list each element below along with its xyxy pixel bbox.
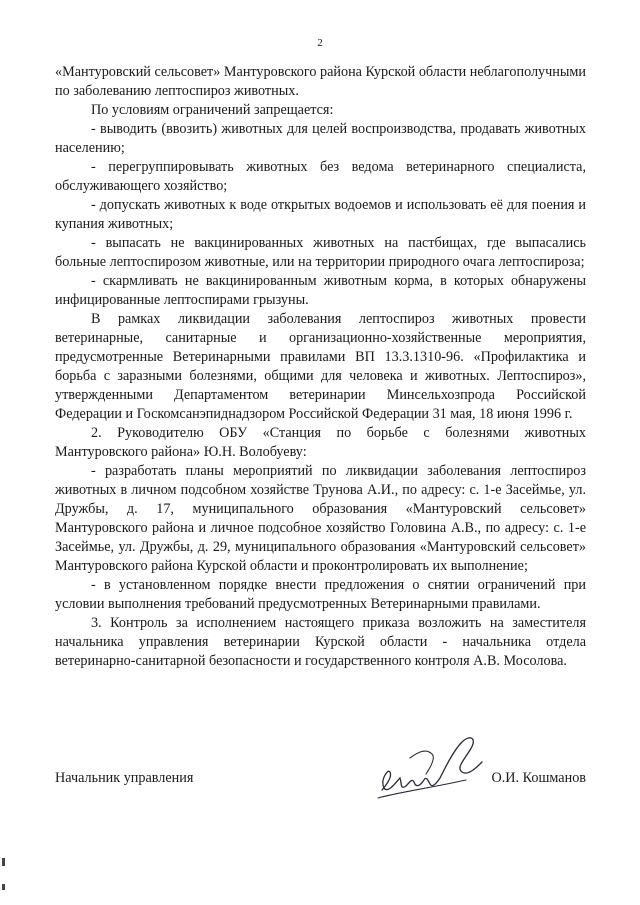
scan-edge-mark bbox=[2, 858, 5, 866]
signatory-name: О.И. Кошманов bbox=[491, 770, 586, 786]
paragraph-restriction-regroup: - перегруппировывать животных без ведома ветеринарного специалиста, обслуживающего хозяйство; bbox=[55, 159, 586, 194]
paragraph-lift-restrictions: - в установленном порядке внести предложения о снятии ограничений при условии выполнения требований предусмотренных Ветеринарными правилами. bbox=[55, 577, 586, 612]
paragraph-develop-plans: - разработать планы мероприятий по ликвидации заболевания лептоспироз животных в личном подсобном хозяйстве Трунова А.И., по адресу: с. 1-е Засеймье, ул. Дружбы, д. 17, муниципального образования «Мантуровский сельсовет» Мантуровского района и личное подсобное хозяйство Головина А.В., по адресу: с. 1-е Засеймье, ул. Дружбы, д. 29, муниципального образования «Мантуровский сельсовет» Мантуровского района Курской области и проконтролировать их выполнение; bbox=[55, 463, 586, 574]
page-number: 2 bbox=[317, 37, 323, 49]
paragraph-restriction-export: - выводить (ввозить) животных для целей воспроизводства, продавать животных населению; bbox=[55, 121, 586, 156]
paragraph-restriction-feed: - скармливать не вакцинированным животным корма, в которых обнаружены инфицированные лептоспирами грызуны. bbox=[55, 273, 586, 308]
scan-edge-mark bbox=[2, 884, 5, 890]
paragraph-liquidation-measures: В рамках ликвидации заболевания лептоспироз животных провести ветеринарные, санитарные и организационно-хозяйственные мероприятия, предусмотренные Ветеринарными правилами ВП 13.3.1310-96. «Профилактика и борьба с заразными болезнями, общими для человека и животных. Лептоспироз», утвержденными Департаментом ветеринарии Минсельхозпрода Российской Федерации и Госкомсанэпиднадзором Российской Федерации 31 мая, 18 июня 1996 г. bbox=[55, 311, 586, 422]
signatory-title: Начальник управления bbox=[55, 770, 194, 786]
paragraph-item-3-control: 3. Контроль за исполнением настоящего приказа возложить на заместителя начальника управления ветеринарии Курской области - начальника отдела ветеринарно-санитарной безопасности и государственного контроля А.В. Мосолова. bbox=[55, 615, 586, 669]
handwritten-signature bbox=[370, 728, 520, 806]
paragraph-restriction-water: - допускать животных к воде открытых водоемов и использовать её для поения и купания животных; bbox=[55, 197, 586, 232]
paragraph-restriction-pasture: - выпасать не вакцинированных животных на пастбищах, где выпасались больные лептоспирозом животные, или на территории природного очага лептоспироза; bbox=[55, 235, 586, 270]
document-body bbox=[55, 63, 586, 671]
paragraph-restrictions-heading: По условиям ограничений запрещается: bbox=[91, 102, 334, 118]
paragraph-district-unfavorable: «Мантуровский сельсовет» Мантуровского района Курской области неблагополучными по заболеванию лептоспироз животных. bbox=[55, 64, 586, 99]
paragraph-item-2: 2. Руководителю ОБУ «Станция по борьбе с болезнями животных Мантуровского района» Ю.Н. Волобуеву: bbox=[55, 425, 586, 460]
